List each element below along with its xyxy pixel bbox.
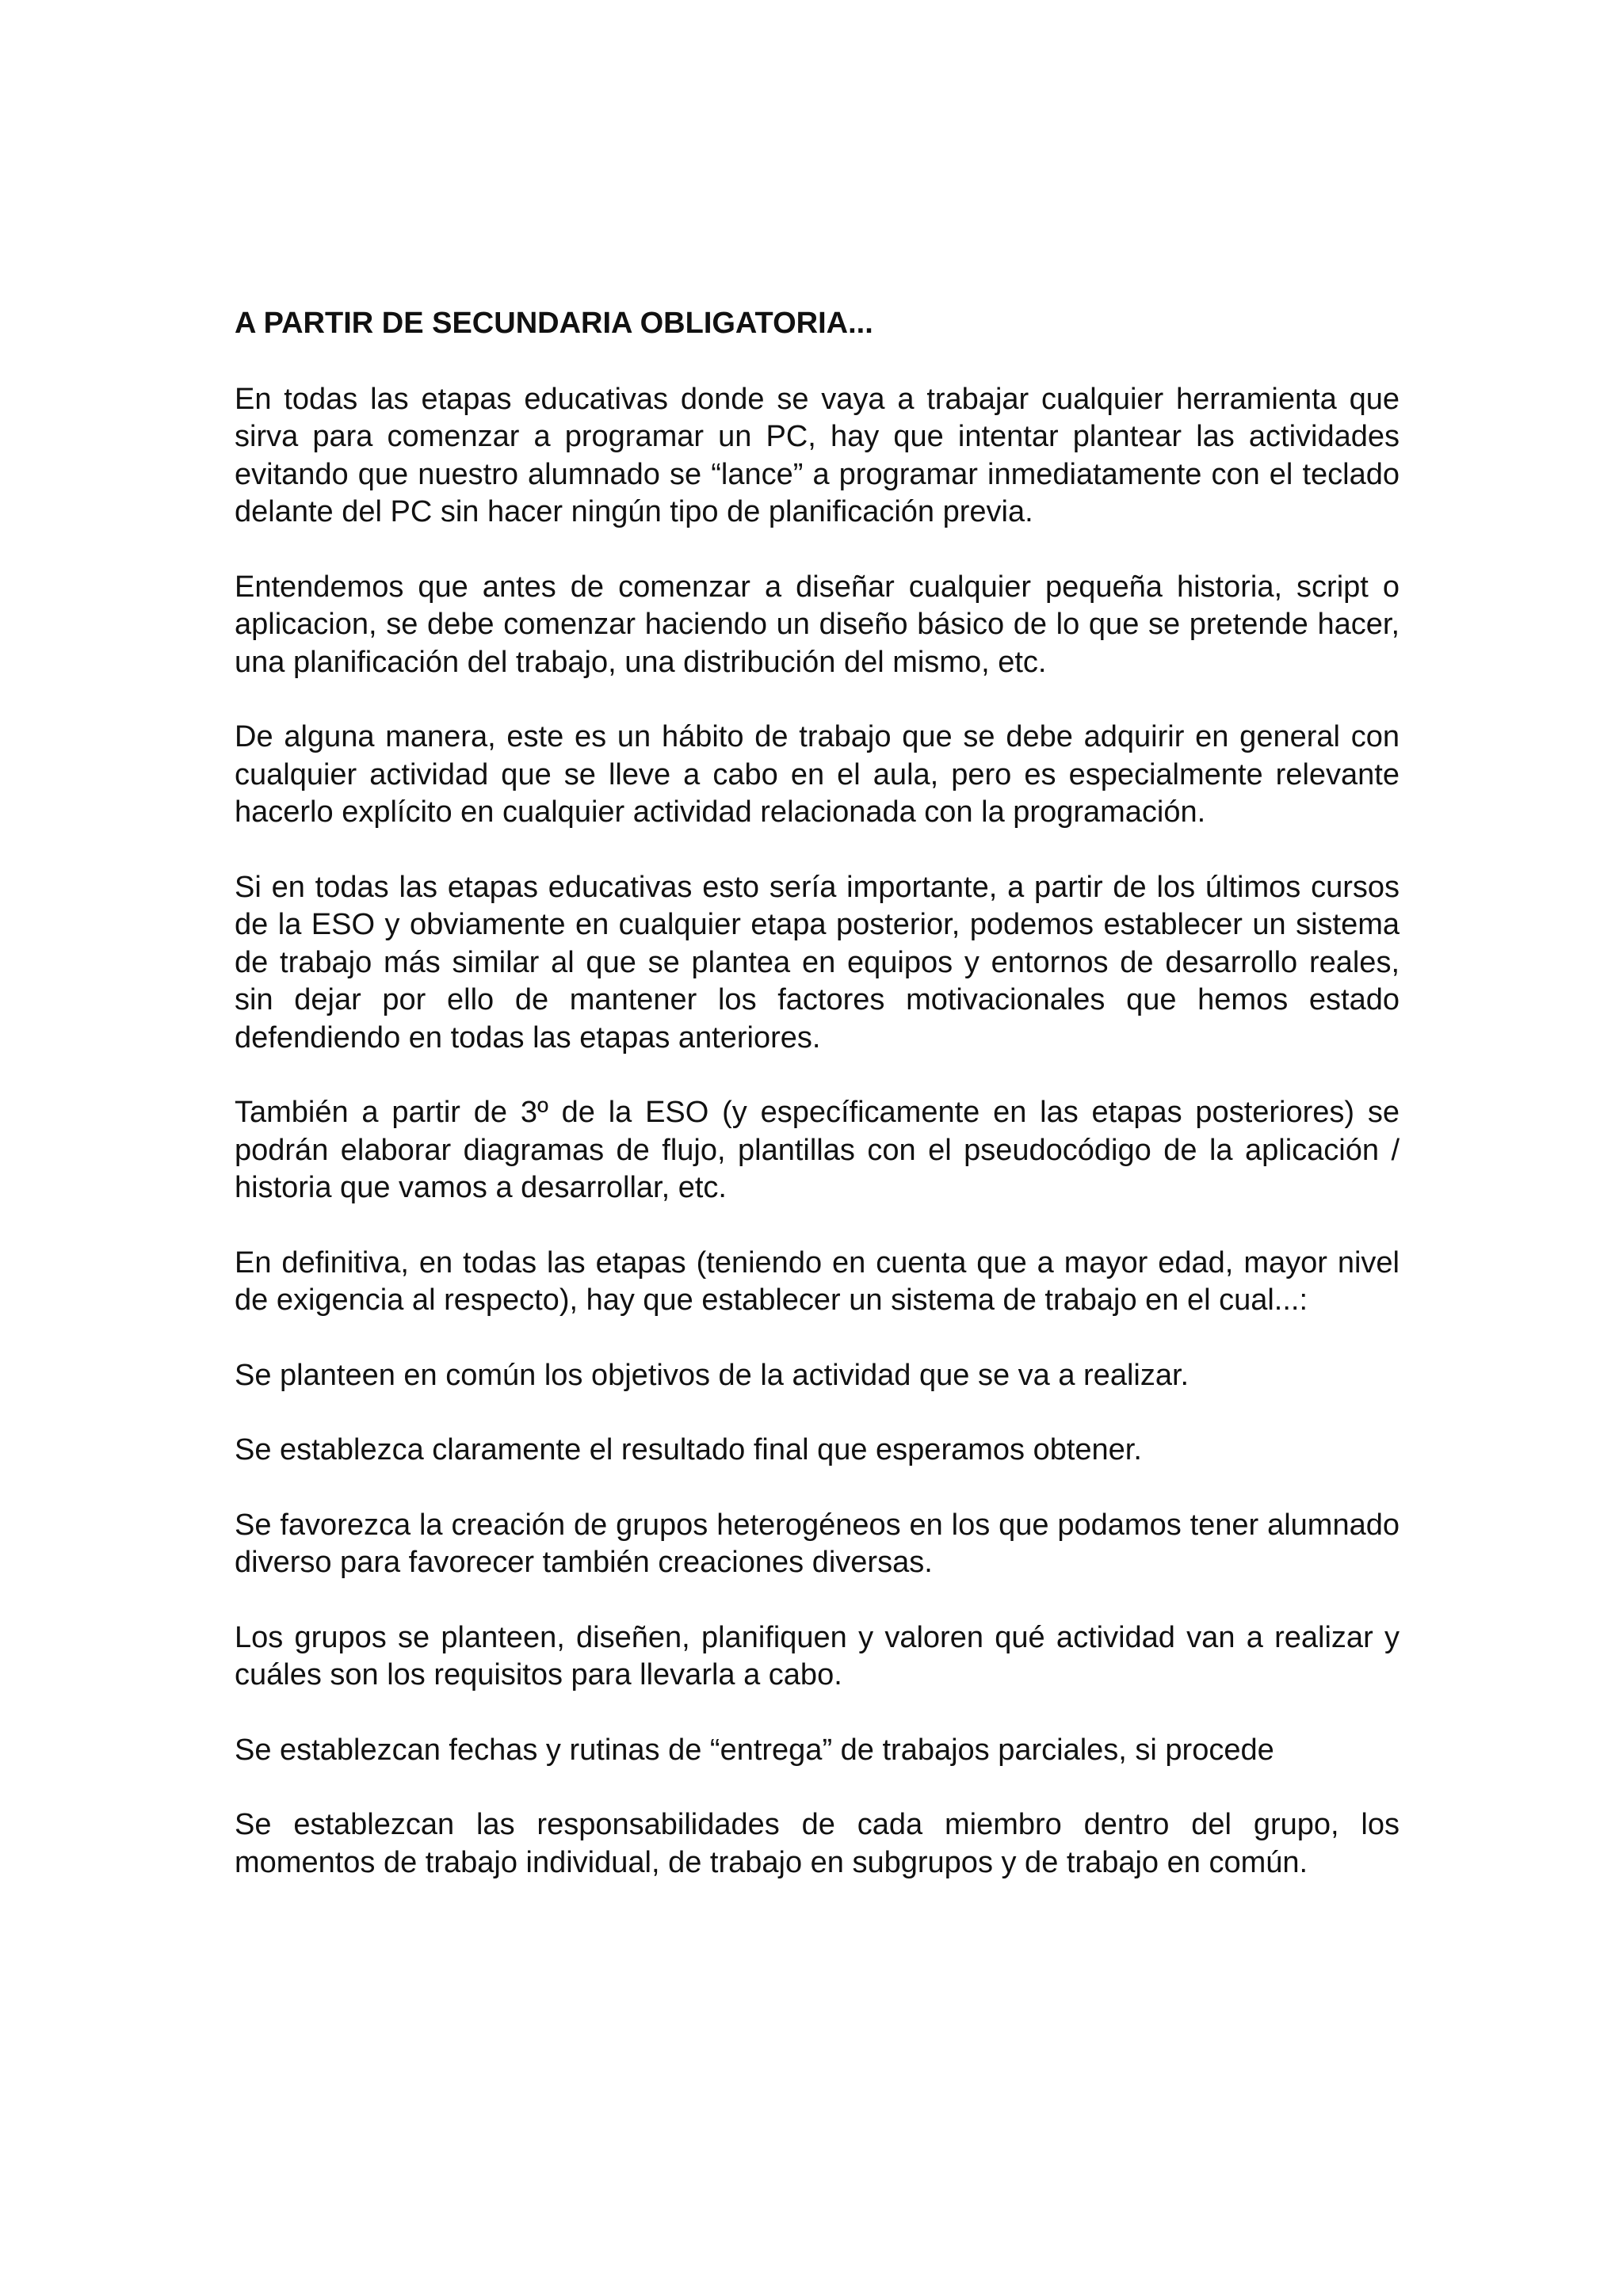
paragraph-2: Entendemos que antes de comenzar a diseñar cualquier pequeña historia, script o aplicacion, se debe comenzar haciendo un diseño básico de lo que se pretende hacer, una planificación del trabajo, una distribución del mismo, etc.: [235, 570, 1400, 679]
paragraph-11: Se establezcan fechas y rutinas de “entrega” de trabajos parciales, si procede: [235, 1733, 1274, 1767]
document-body: [235, 305, 1400, 1919]
paragraph-6: En definitiva, en todas las etapas (teniendo en cuenta que a mayor edad, mayor nivel de exigencia al respecto), hay que establecer un sistema de trabajo en el cual...:: [235, 1245, 1400, 1317]
paragraph-9: Se favorezca la creación de grupos heterogéneos en los que podamos tener alumnado diverso para favorecer también creaciones diversas.: [235, 1508, 1400, 1579]
page-title: A PARTIR DE SECUNDARIA OBLIGATORIA...: [235, 307, 873, 340]
paragraph-10: Los grupos se planteen, diseñen, planifiquen y valoren qué actividad van a realizar y cuáles son los requisitos para llevarla a cabo.: [235, 1620, 1400, 1691]
paragraph-4: Si en todas las etapas educativas esto sería importante, a partir de los últimos cursos de la ESO y obviamente en cualquier etapa posterior, podemos establecer un sistema de trabajo más similar al que se plantea en equipos y entornos de desarrollo reales, sin dejar por ello de mantener los factores motivacionales que hemos estado defendiendo en todas las etapas anteriores.: [235, 870, 1400, 1055]
paragraph-12: Se establezcan las responsabilidades de cada miembro dentro del grupo, los momentos de trabajo individual, de trabajo en subgrupos y de trabajo en común.: [235, 1808, 1400, 1879]
paragraph-1: En todas las etapas educativas donde se vaya a trabajar cualquier herramienta que sirva para comenzar a programar un PC, hay que intentar plantear las actividades evitando que nuestro alumnado se “lance” a programar inmediatamente con el teclado delante del PC sin hacer ningún tipo de planificación previa.: [235, 382, 1400, 528]
paragraph-5: También a partir de 3º de la ESO (y específicamente en las etapas posteriores) se podrán elaborar diagramas de flujo, plantillas con el pseudocódigo de la aplicación / historia que vamos a desarrollar, etc.: [235, 1096, 1400, 1204]
paragraph-7: Se planteen en común los objetivos de la actividad que se va a realizar.: [235, 1358, 1190, 1392]
paragraph-8: Se establezca claramente el resultado final que esperamos obtener.: [235, 1433, 1142, 1466]
paragraph-3: De alguna manera, este es un hábito de trabajo que se debe adquirir en general con cualquier actividad que se lleve a cabo en el aula, pero es especialmente relevante hacerlo explícito en cualquier actividad relacionada con la programación.: [235, 720, 1400, 829]
